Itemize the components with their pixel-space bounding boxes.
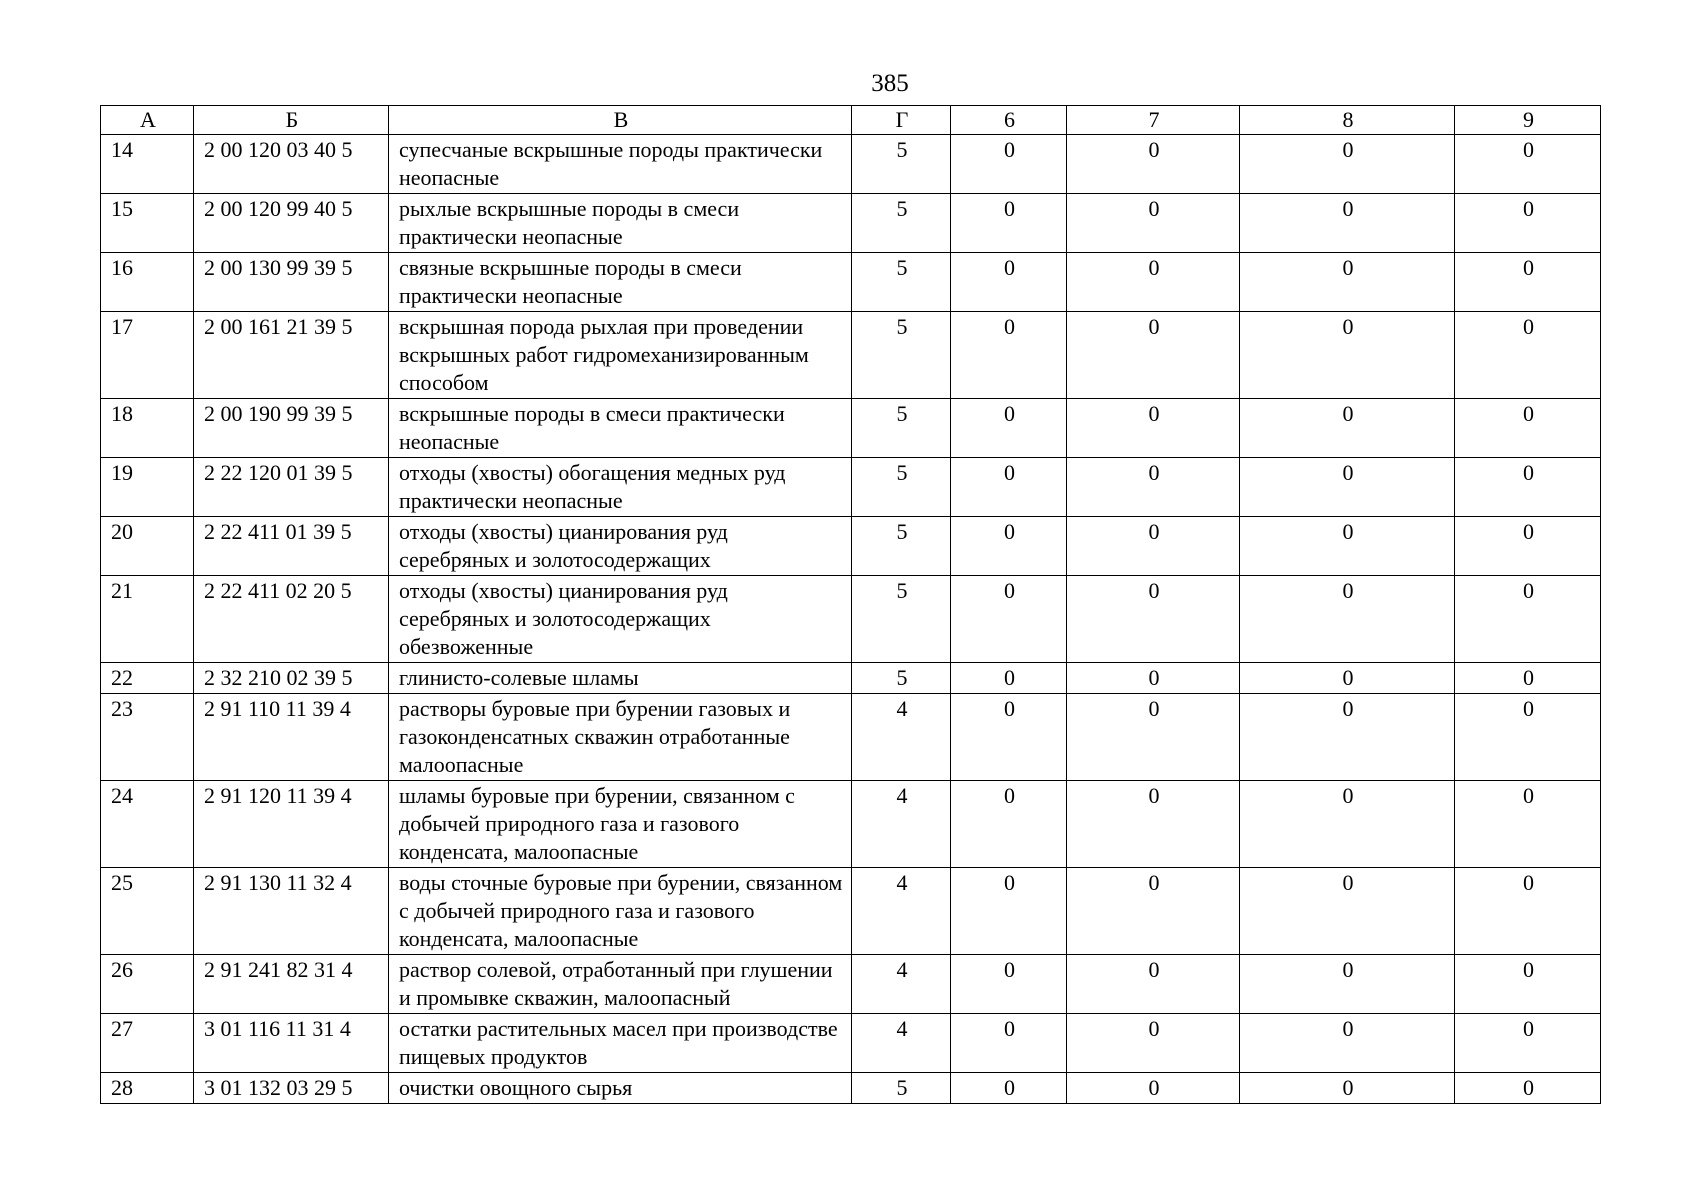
table-row [101,1014,1601,1073]
column-9-cell: 0 [1455,458,1601,517]
hazard-class-cell: 5 [852,517,951,576]
waste-code-cell: 2 22 411 01 39 5 [194,517,389,576]
column-8-cell: 0 [1240,663,1455,694]
hazard-class-cell: 4 [852,781,951,868]
column-7-cell: 0 [1067,663,1240,694]
column-6-cell: 0 [951,312,1067,399]
waste-name-cell: растворы буровые при бурении газовых и газоконденсатных скважин отработанные малоопасные [389,694,852,781]
table-row [101,194,1601,253]
column-8-cell: 0 [1240,312,1455,399]
column-7-cell: 0 [1067,868,1240,955]
header-cell-g: Г [852,106,951,135]
column-8-cell: 0 [1240,576,1455,663]
column-7-cell: 0 [1067,1014,1240,1073]
header-cell-9: 9 [1455,106,1601,135]
row-number-cell: 28 [101,1073,194,1104]
column-6-cell: 0 [951,517,1067,576]
waste-code-cell: 2 91 110 11 39 4 [194,694,389,781]
column-7-cell: 0 [1067,694,1240,781]
column-9-cell: 0 [1455,694,1601,781]
column-8-cell: 0 [1240,517,1455,576]
table-row [101,517,1601,576]
column-6-cell: 0 [951,576,1067,663]
hazard-class-cell: 5 [852,194,951,253]
column-7-cell: 0 [1067,135,1240,194]
header-cell-6: 6 [951,106,1067,135]
column-8-cell: 0 [1240,253,1455,312]
column-9-cell: 0 [1455,135,1601,194]
column-6-cell: 0 [951,694,1067,781]
waste-name-cell: вскрышные породы в смеси практически неопасные [389,399,852,458]
page-number: 385 [871,70,909,97]
column-9-cell: 0 [1455,576,1601,663]
column-9-cell: 0 [1455,663,1601,694]
column-7-cell: 0 [1067,399,1240,458]
column-8-cell: 0 [1240,1073,1455,1104]
waste-name-cell: остатки растительных масел при производстве пищевых продуктов [389,1014,852,1073]
hazard-class-cell: 5 [852,1073,951,1104]
column-8-cell: 0 [1240,1014,1455,1073]
column-6-cell: 0 [951,663,1067,694]
column-6-cell: 0 [951,1014,1067,1073]
row-number-cell: 15 [101,194,194,253]
column-9-cell: 0 [1455,1073,1601,1104]
waste-code-cell: 2 00 130 99 39 5 [194,253,389,312]
table-row [101,955,1601,1014]
waste-name-cell: очистки овощного сырья [389,1073,852,1104]
column-9-cell: 0 [1455,517,1601,576]
waste-code-cell: 2 32 210 02 39 5 [194,663,389,694]
table-row [101,1073,1601,1104]
column-6-cell: 0 [951,458,1067,517]
column-7-cell: 0 [1067,312,1240,399]
row-number-cell: 16 [101,253,194,312]
column-6-cell: 0 [951,955,1067,1014]
waste-name-cell: отходы (хвосты) цианирования руд серебряных и золотосодержащих [389,517,852,576]
column-6-cell: 0 [951,781,1067,868]
table-row [101,458,1601,517]
table-row [101,868,1601,955]
column-6-cell: 0 [951,253,1067,312]
waste-classification-table [100,105,1601,1104]
hazard-class-cell: 5 [852,135,951,194]
column-8-cell: 0 [1240,955,1455,1014]
column-8-cell: 0 [1240,135,1455,194]
column-8-cell: 0 [1240,694,1455,781]
waste-name-cell: вскрышная порода рыхлая при проведении вскрышных работ гидромеханизированным способом [389,312,852,399]
row-number-cell: 22 [101,663,194,694]
column-6-cell: 0 [951,194,1067,253]
column-9-cell: 0 [1455,955,1601,1014]
waste-code-cell: 2 91 241 82 31 4 [194,955,389,1014]
row-number-cell: 21 [101,576,194,663]
waste-name-cell: рыхлые вскрышные породы в смеси практически неопасные [389,194,852,253]
table-row [101,135,1601,194]
hazard-class-cell: 4 [852,955,951,1014]
column-9-cell: 0 [1455,194,1601,253]
hazard-class-cell: 4 [852,1014,951,1073]
column-7-cell: 0 [1067,194,1240,253]
hazard-class-cell: 5 [852,576,951,663]
waste-code-cell: 2 00 120 99 40 5 [194,194,389,253]
column-6-cell: 0 [951,868,1067,955]
hazard-class-cell: 5 [852,663,951,694]
column-8-cell: 0 [1240,399,1455,458]
row-number-cell: 27 [101,1014,194,1073]
column-8-cell: 0 [1240,194,1455,253]
column-7-cell: 0 [1067,517,1240,576]
row-number-cell: 14 [101,135,194,194]
waste-code-cell: 2 91 130 11 32 4 [194,868,389,955]
hazard-class-cell: 5 [852,399,951,458]
hazard-class-cell: 4 [852,868,951,955]
header-cell-b: Б [194,106,389,135]
column-9-cell: 0 [1455,1014,1601,1073]
header-cell-a: А [101,106,194,135]
row-number-cell: 25 [101,868,194,955]
column-7-cell: 0 [1067,1073,1240,1104]
column-6-cell: 0 [951,135,1067,194]
column-6-cell: 0 [951,399,1067,458]
waste-code-cell: 3 01 132 03 29 5 [194,1073,389,1104]
table-row [101,781,1601,868]
header-cell-v: В [389,106,852,135]
waste-name-cell: отходы (хвосты) обогащения медных руд практически неопасные [389,458,852,517]
table-row [101,576,1601,663]
waste-code-cell: 2 00 190 99 39 5 [194,399,389,458]
row-number-cell: 24 [101,781,194,868]
waste-code-cell: 2 00 120 03 40 5 [194,135,389,194]
waste-name-cell: воды сточные буровые при бурении, связанном с добычей природного газа и газового конденсата, малоопасные [389,868,852,955]
column-7-cell: 0 [1067,576,1240,663]
waste-code-cell: 2 00 161 21 39 5 [194,312,389,399]
column-9-cell: 0 [1455,868,1601,955]
column-6-cell: 0 [951,1073,1067,1104]
column-9-cell: 0 [1455,399,1601,458]
column-7-cell: 0 [1067,781,1240,868]
hazard-class-cell: 4 [852,694,951,781]
table-row [101,694,1601,781]
column-9-cell: 0 [1455,781,1601,868]
column-8-cell: 0 [1240,868,1455,955]
waste-name-cell: отходы (хвосты) цианирования руд серебряных и золотосодержащих обезвоженные [389,576,852,663]
table-row [101,663,1601,694]
row-number-cell: 17 [101,312,194,399]
table-body [101,135,1601,1104]
waste-code-cell: 2 91 120 11 39 4 [194,781,389,868]
waste-name-cell: глинисто-солевые шламы [389,663,852,694]
waste-code-cell: 2 22 120 01 39 5 [194,458,389,517]
row-number-cell: 26 [101,955,194,1014]
waste-code-cell: 3 01 116 11 31 4 [194,1014,389,1073]
table-row [101,399,1601,458]
table-row [101,253,1601,312]
waste-name-cell: раствор солевой, отработанный при глушении и промывке скважин, малоопасный [389,955,852,1014]
waste-code-cell: 2 22 411 02 20 5 [194,576,389,663]
waste-name-cell: шламы буровые при бурении, связанном с добычей природного газа и газового конденсата, малоопасные [389,781,852,868]
hazard-class-cell: 5 [852,253,951,312]
column-7-cell: 0 [1067,955,1240,1014]
column-9-cell: 0 [1455,312,1601,399]
waste-name-cell: супесчаные вскрышные породы практически неопасные [389,135,852,194]
column-9-cell: 0 [1455,253,1601,312]
table-row [101,312,1601,399]
header-cell-8: 8 [1240,106,1455,135]
table-header-row [101,106,1601,135]
row-number-cell: 19 [101,458,194,517]
header-cell-7: 7 [1067,106,1240,135]
column-8-cell: 0 [1240,458,1455,517]
row-number-cell: 20 [101,517,194,576]
row-number-cell: 18 [101,399,194,458]
hazard-class-cell: 5 [852,312,951,399]
column-7-cell: 0 [1067,458,1240,517]
row-number-cell: 23 [101,694,194,781]
waste-name-cell: связные вскрышные породы в смеси практически неопасные [389,253,852,312]
column-7-cell: 0 [1067,253,1240,312]
hazard-class-cell: 5 [852,458,951,517]
column-8-cell: 0 [1240,781,1455,868]
